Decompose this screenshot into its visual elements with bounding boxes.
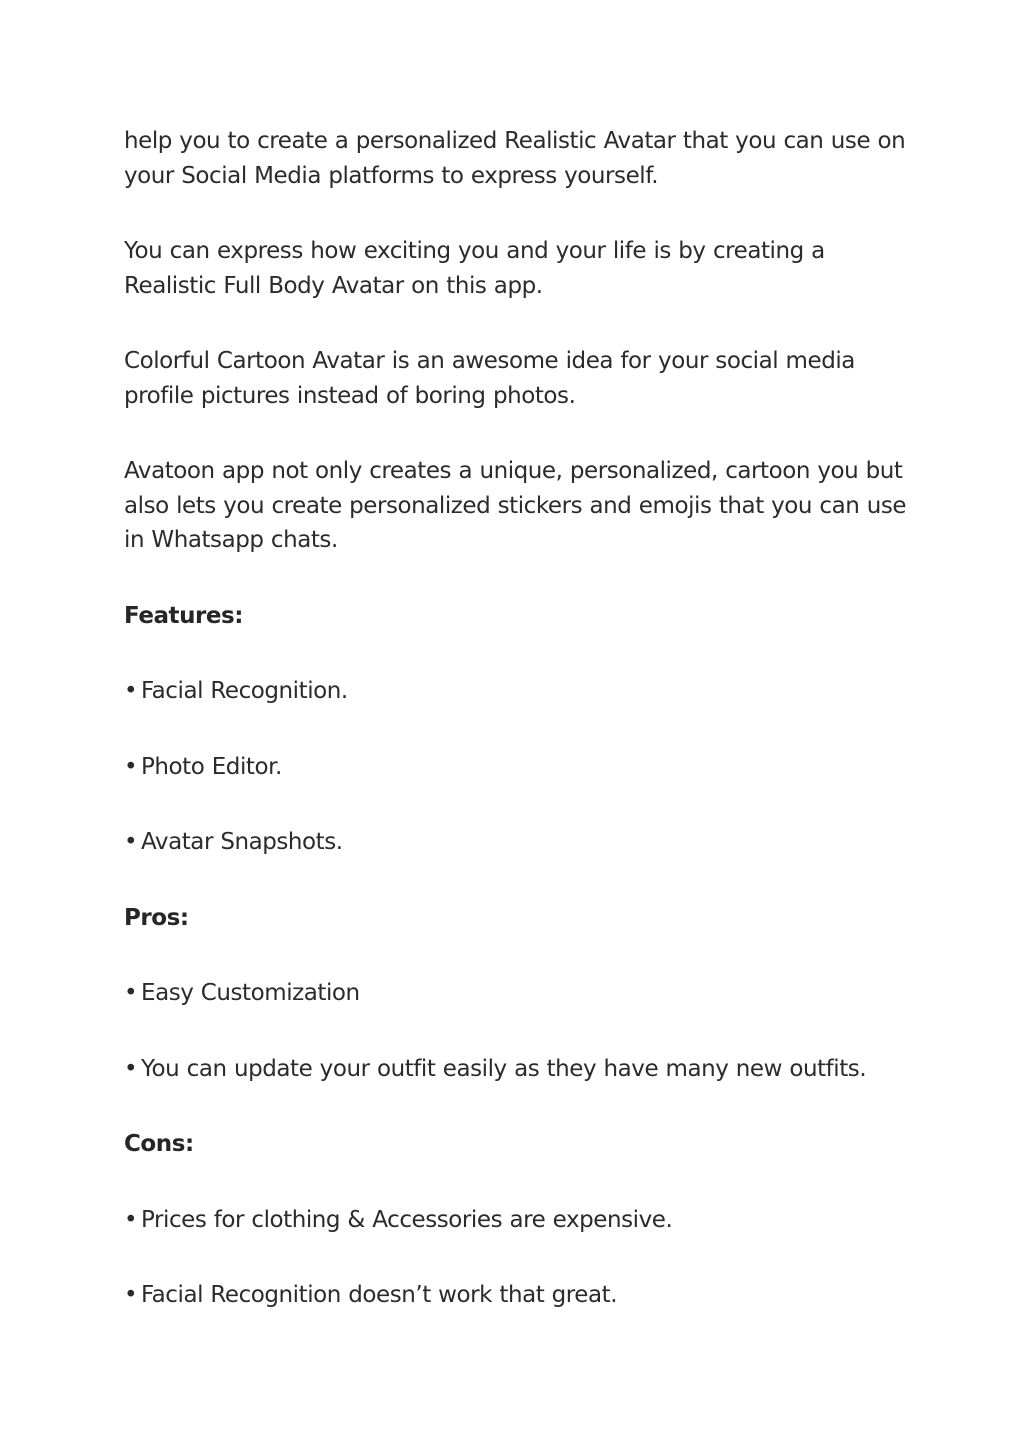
features-list-item	[124, 674, 914, 709]
intro-paragraph-3: Colorful Cartoon Avatar is an awesome idea for your social media profile pictures instead of boring photos.	[124, 348, 855, 409]
bullet-icon: •	[124, 829, 138, 855]
pros-list-item	[124, 1052, 914, 1087]
cons-list-item	[124, 1278, 914, 1313]
features-list-item	[124, 825, 914, 860]
bullet-icon: •	[124, 678, 138, 704]
document-body	[124, 124, 914, 1354]
cons-list-item	[124, 1203, 914, 1238]
intro-paragraph-1: help you to create a personalized Realistic Avatar that you can use on your Social Media platforms to express yourself.	[124, 128, 906, 189]
features-heading: Features:	[124, 602, 244, 629]
pros-item-text: Easy Customization	[141, 980, 360, 1006]
bullet-icon: •	[124, 1055, 138, 1082]
bullet-icon: •	[124, 753, 138, 780]
features-item-text: Facial Recognition.	[141, 678, 348, 704]
intro-paragraph-2: You can express how exciting you and your life is by creating a Realistic Full Body Avatar on this app.	[124, 238, 825, 299]
cons-heading: Cons:	[124, 1131, 194, 1157]
bullet-icon: •	[124, 1206, 138, 1233]
intro-paragraph-4: Avatoon app not only creates a unique, personalized, cartoon you but also lets you create personalized stickers and emojis that you can use in Whatsapp chats.	[124, 458, 907, 553]
pros-list-item	[124, 976, 914, 1011]
features-item-text: Photo Editor.	[141, 753, 282, 780]
features-item-text: Avatar Snapshots.	[141, 829, 343, 855]
pros-heading: Pros:	[124, 904, 189, 931]
features-list-item	[124, 750, 914, 785]
pros-item-text: You can update your outfit easily as they have many new outfits.	[141, 1055, 867, 1082]
bullet-icon: •	[124, 980, 138, 1006]
bullet-icon: •	[124, 1282, 138, 1308]
cons-item-text: Facial Recognition doesn’t work that great.	[141, 1282, 618, 1308]
cons-item-text: Prices for clothing & Accessories are expensive.	[141, 1206, 673, 1233]
